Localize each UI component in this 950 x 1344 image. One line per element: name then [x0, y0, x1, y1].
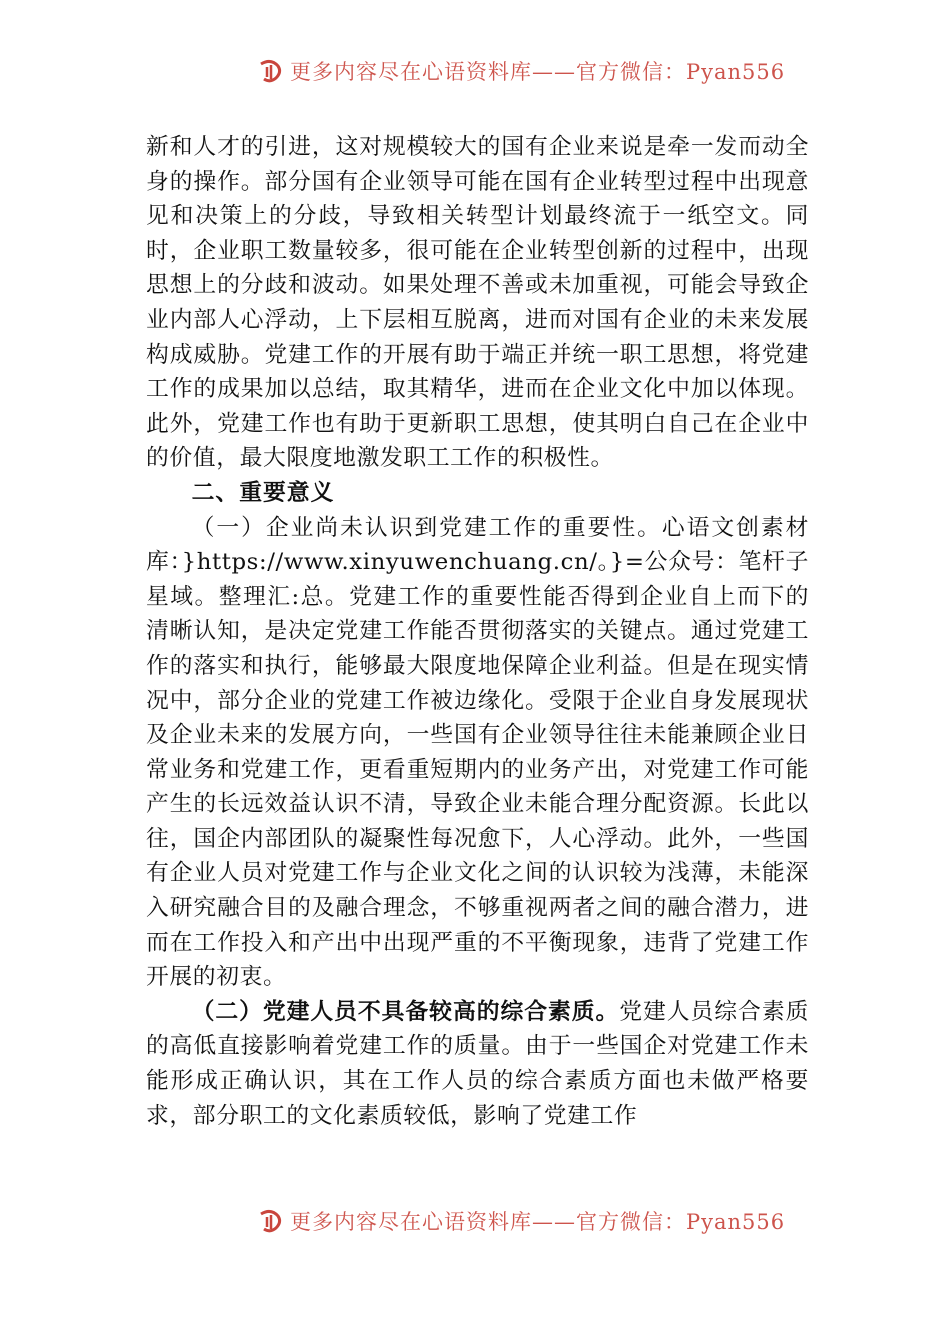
paragraph-1: 新和人才的引进，这对规模较大的国有企业来说是牵一发而动全身的操作。部分国有企业领导可能在国有企业转型过程中出现意见和决策上的分歧，导致相关转型计划最终流于一纸空文。同时，企业职工数量较多，很可能在企业转型创新的过程中，出现思想上的分歧和波动。如果处理不善或未加重视，可能会导致企业内部人心浮动，上下层相互脱离，进而对国有企业的未来发展构成威胁。党建工作的开展有助于端正并统一职工思想，将党建工作的成果加以总结，取其精华，进而在企业文化中加以体现。此外，党建工作也有助于更新职工思想，使其明白自己在企业中的价值，最大限度地激发职工工作的积极性。 — [146, 134, 809, 472]
logo-icon — [258, 1208, 284, 1234]
section-heading: 二、重要意义 — [191, 479, 335, 506]
header-watermark — [258, 56, 785, 86]
paragraph-3-lead: （二）党建人员不具备较高的综合素质。 — [191, 998, 620, 1025]
footer-watermark — [258, 1206, 785, 1236]
document-body — [146, 130, 809, 1133]
footer-watermark-text: 更多内容尽在心语资料库——官方微信：Pyan556 — [290, 1210, 786, 1234]
logo-icon — [258, 58, 284, 84]
paragraph-3-body: 党建人员综合素质的高低直接影响着党建工作的质量。由于一些国企对党建工作未能形成正确认识，其在工作人员的综合素质方面也未做严格要求，部分职工的文化素质较低，影响了党建工作 — [146, 998, 809, 1129]
paragraph-3 — [146, 995, 809, 1133]
header-watermark-text: 更多内容尽在心语资料库——官方微信：Pyan556 — [290, 60, 786, 84]
paragraph-2: （一）企业尚未认识到党建工作的重要性。心语文创素材库：}https://www.xinyuwenchuang.cn/。}=公众号：笔杆子星域。整理汇:总。党建工作的重要性能否得到企业自上而下的清晰认知，是决定党建工作能否贯彻落实的关键点。通过党建工作的落实和执行，能够最大限度地保障企业利益。但是在现实情况中，部分企业的党建工作被边缘化。受限于企业自身发展现状及企业未来的发展方向，一些国有企业领导往往未能兼顾企业日常业务和党建工作，更看重短期内的业务产出，对党建工作可能产生的长远效益认识不清，导致企业未能合理分配资源。长此以往，国企内部团队的凝聚性每况愈下，人心浮动。此外，一些国有企业人员对党建工作与企业文化之间的认识较为浅薄，未能深入研究融合目的及融合理念，不够重视两者之间的融合潜力，进而在工作投入和产出中出现严重的不平衡现象，违背了党建工作开展的初衷。 — [146, 514, 809, 991]
